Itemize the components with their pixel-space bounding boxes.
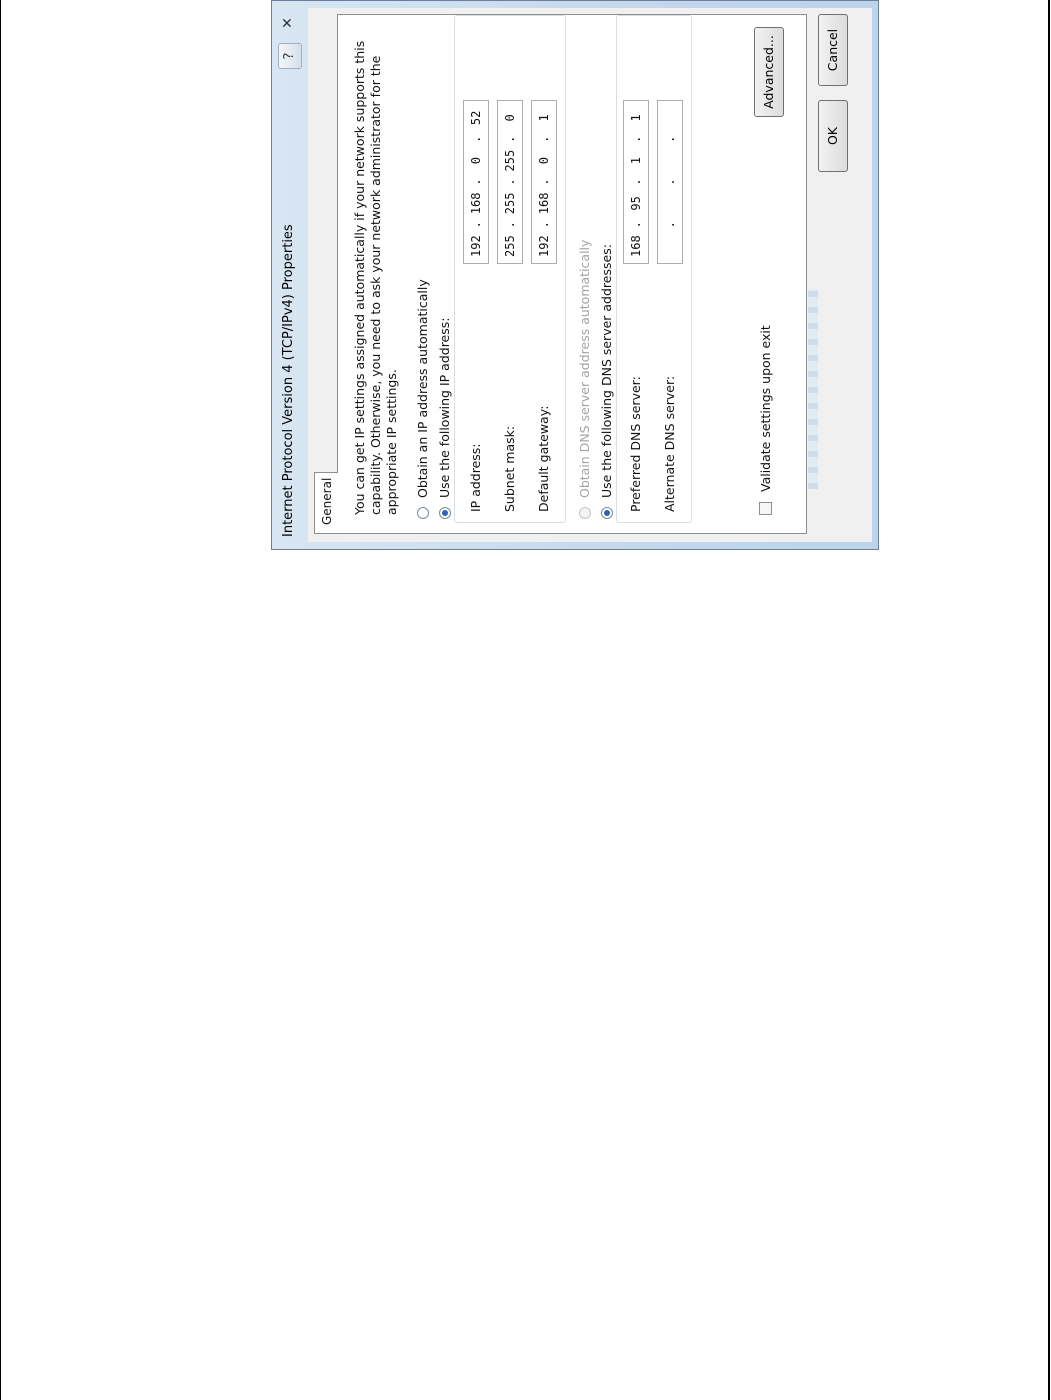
page-border-left xyxy=(0,0,1,1400)
alternate-dns-row xyxy=(657,22,683,512)
ip-auto-radio-row[interactable] xyxy=(414,279,432,519)
preferred-dns-field[interactable]: 168 . 95 . 1 . 1 xyxy=(623,100,649,264)
dns-auto-radio-icon[interactable] xyxy=(579,507,591,519)
ip-octet: 0 xyxy=(469,157,483,165)
ip-octet xyxy=(658,144,682,178)
dns-auto-radio-row[interactable] xyxy=(576,240,594,519)
dns-manual-label: Use the following DNS server addresses: xyxy=(599,244,614,499)
ip-settings-group xyxy=(454,15,566,523)
ip-octet: 168 xyxy=(469,192,483,215)
ip-octet: 95 xyxy=(629,196,643,211)
dns-auto-label: Obtain DNS server address automatically xyxy=(577,239,592,499)
preferred-dns-row xyxy=(623,22,649,512)
dns-manual-radio-row[interactable] xyxy=(598,244,616,519)
validate-settings-checkbox[interactable] xyxy=(759,502,772,515)
ip-octet xyxy=(658,101,682,135)
taskbar-glow xyxy=(808,289,818,489)
dns-settings-group xyxy=(616,15,692,523)
ip-address-field[interactable]: 192 . 168 . 0 . 52 xyxy=(463,100,489,264)
advanced-button[interactable]: Advanced... xyxy=(754,27,784,117)
ip-manual-radio-row[interactable] xyxy=(436,318,454,519)
ip-octet: 168 xyxy=(537,192,551,215)
ip-octet: 255 xyxy=(503,235,517,257)
help-icon[interactable]: ? xyxy=(278,43,302,69)
window-title: Internet Protocol Version 4 (TCP/IPv4) Properties xyxy=(281,224,296,537)
ip-octet: 255 xyxy=(503,149,517,172)
dialog-client-area xyxy=(308,8,872,542)
ip-manual-radio-icon[interactable] xyxy=(439,507,451,519)
ip-address-row xyxy=(463,22,489,512)
close-icon[interactable]: ✕ xyxy=(280,17,296,29)
ip-octet: 168 xyxy=(629,235,643,257)
default-gateway-field[interactable]: 192 . 168 . 0 . 1 xyxy=(531,100,557,264)
tab-general[interactable]: General xyxy=(314,472,338,534)
ip-octet: 255 xyxy=(503,192,517,215)
ip-auto-label: Obtain an IP address automatically xyxy=(415,279,430,499)
tcpip-properties-dialog xyxy=(271,0,879,550)
ip-address-label: IP address: xyxy=(468,443,483,512)
ip-auto-radio-icon[interactable] xyxy=(417,507,429,519)
alternate-dns-field[interactable]: . . . xyxy=(657,100,683,264)
ip-octet xyxy=(658,186,682,220)
preferred-dns-label: Preferred DNS server: xyxy=(628,376,643,512)
description-text: You can get IP settings assigned automatically if your network supports this capability. Otherwise, you need to ask your network administrator for the appropriate IP settings. xyxy=(352,40,399,515)
cancel-button[interactable]: Cancel xyxy=(818,14,848,86)
ok-button[interactable]: OK xyxy=(818,100,848,172)
alternate-dns-label: Alternate DNS server: xyxy=(662,375,677,512)
validate-settings-label: Validate settings upon exit xyxy=(758,325,773,493)
dns-manual-radio-icon[interactable] xyxy=(601,507,613,519)
ip-octet: 192 xyxy=(469,235,483,257)
ip-manual-label: Use the following IP address: xyxy=(437,317,452,499)
ip-octet: 192 xyxy=(537,235,551,257)
page-border-right xyxy=(1048,0,1050,1400)
ip-octet: 0 xyxy=(503,114,517,122)
ip-octet: 1 xyxy=(537,114,551,122)
subnet-mask-row xyxy=(497,22,523,512)
ip-octet xyxy=(658,229,682,263)
ip-octet: 52 xyxy=(469,110,483,126)
ip-octet: 1 xyxy=(629,157,643,165)
ip-octet: 1 xyxy=(629,114,643,122)
general-tab-panel xyxy=(337,14,807,534)
default-gateway-label: Default gateway: xyxy=(536,405,551,512)
validate-settings-row[interactable] xyxy=(758,325,773,515)
subnet-mask-field[interactable]: 255 . 255 . 255 . 0 xyxy=(497,100,523,264)
title-bar[interactable] xyxy=(272,0,308,549)
ip-octet: 0 xyxy=(537,157,551,165)
subnet-mask-label: Subnet mask: xyxy=(502,425,517,512)
default-gateway-row xyxy=(531,22,557,512)
dialog-viewport xyxy=(271,0,879,550)
